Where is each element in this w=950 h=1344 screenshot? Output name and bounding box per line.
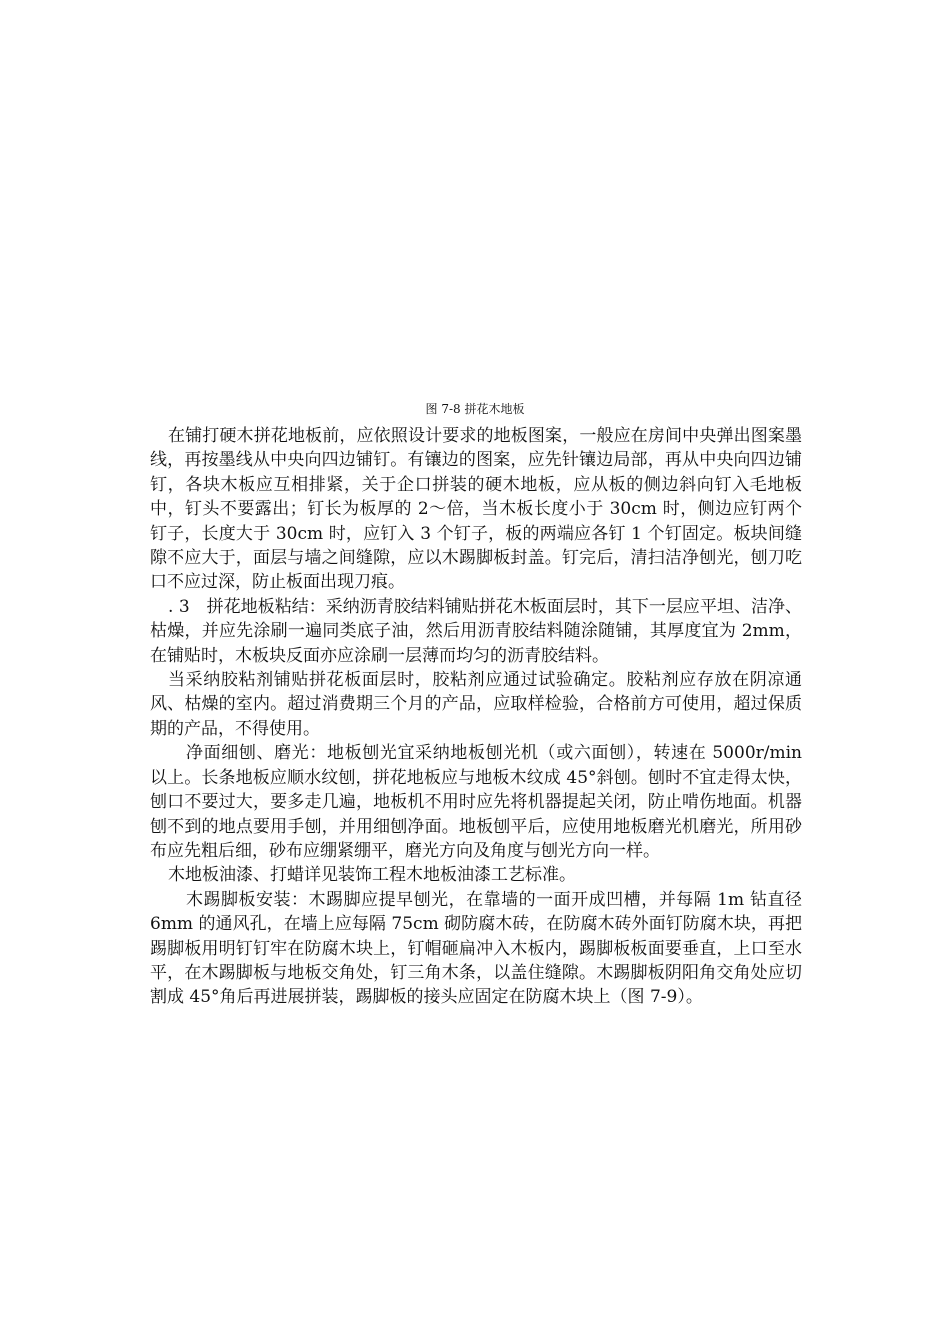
paragraph-planing-sanding: 净面细刨、磨光：地板刨光宜采纳地板刨光机（或六面刨），转速在 5000r/min 以上。长条地板应顺水纹刨，拼花地板应与地板木纹成 45°斜刨。刨时不宜走得太快，刨口不要过大，要多走几遍，地板机不用时应先将机器提起关闭，防止啃伤地面。机器刨不到的地点要用手刨，并用细刨净面。地板刨平后，应使用地板磨光机磨光，所用砂布应先粗后细，砂布应绷紧绷平，磨光方向及角度与刨光方向一样。 — [150, 743, 802, 861]
paragraph-skirting-board: 木踢脚板安装：木踢脚应提早刨光，在靠墙的一面开成凹槽，并每隔 1m 钻直径 6mm 的通风孔，在墙上应每隔 75cm 砌防腐木砖，在防腐木砖外面钉防腐木块，再把踢脚板用明钉钉牢在防腐木块上，钉帽砸扁冲入木板内，踢脚板板面要垂直，上口至水平，在木踢脚板与地板交角处，钉三角木条，以盖住缝隙。木踢脚板阴阳角交角处应切割成 45°角后再进展拼装，踢脚板的接头应固定在防腐木块上（图 7-9）。 — [150, 889, 802, 1008]
paragraph-parquet-nailing: 在铺打硬木拼花地板前，应依照设计要求的地板图案，一般应在房间中央弹出图案墨线，再按墨线从中央向四边铺钉。有镶边的图案，应先针镶边局部，再从中央向四边铺钉，各块木板应互相排紧，关于企口拼装的硬木地板，应从板的侧边斜向钉入毛地板中，钉头不要露出；钉长为板厚的 2～倍，当木板长度小于 30cm 时，侧边应钉两个钉子，长度大于 30cm 时，应钉入 3 个钉子，板的两端应各钉 1 个钉固定。板块间缝隙不应大于，面层与墙之间缝隙，应以木踢脚板封盖。钉完后，清扫洁净刨光，刨刀吃口不应过深，防止板面出现刀痕。 — [150, 426, 802, 593]
paragraph-adhesive: 当采纳胶粘剂铺贴拼花板面层时，胶粘剂应通过试验确定。胶粘剂应存放在阴凉通风、枯燥的室内。超过消费期三个月的产品，应取样检验，合格前方可使用，超过保质期的产品，不得使用。 — [150, 670, 802, 739]
figure-caption: 图 7-8 拼花木地板 — [425, 402, 525, 416]
paragraph-parquet-gluing: . 3 拼花地板粘结：采纳沥青胶结料铺贴拼花木板面层时，其下一层应平坦、洁净、枯燥，并应先涂刷一遍同类底子油，然后用沥青胶结料随涂随铺，其厚度宜为 2mm，在铺贴时，木板块反面亦应涂刷一层薄而均匀的沥青胶结料。 — [150, 596, 802, 666]
paragraph-painting-waxing: 木地板油漆、打蜡详见装饰工程木地板油漆工艺标准。 — [168, 865, 576, 886]
body-text — [150, 424, 802, 1010]
